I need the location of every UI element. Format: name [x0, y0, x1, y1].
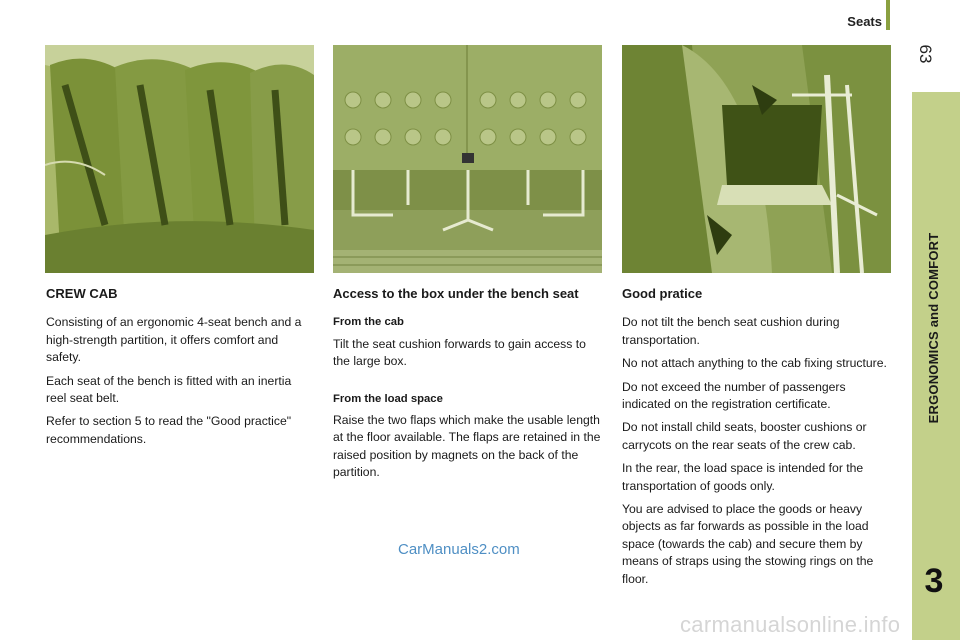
page-number: 63: [916, 44, 935, 64]
under-bench-box-illustration: [333, 45, 602, 273]
good-practice-item: Do not tilt the bench seat cushion during transportation.: [622, 315, 840, 347]
good-practice-item: No not attach anything to the cab fixing structure.: [622, 356, 887, 371]
from-cab-subheading: From the cab: [333, 316, 404, 329]
chapter-number: 3: [924, 562, 944, 600]
good-practice-item: In the rear, the load space is intended for the transportation of goods only.: [622, 461, 864, 493]
good-practice-column: [622, 285, 894, 594]
good-practice-heading: Good pratice: [622, 286, 703, 301]
from-cab-text: Tilt the seat cushion forwards to gain access to the large box.: [333, 336, 586, 369]
good-practice-item: Do not exceed the number of passengers indicated on the registration certificate.: [622, 379, 846, 412]
section-title: Seats: [847, 14, 882, 29]
good-practice-item: You are advised to place the goods or heavy objects as far forwards as possible in the load space (towards the cab) and secure them by means of straps using the stowing rings on the floor.: [622, 502, 874, 586]
chapter-side-tab: [912, 92, 960, 640]
crew-cab-paragraph: Refer to section 5 to read the "Good practice" recommendations.: [46, 414, 292, 446]
chapter-title: ERGONOMICS and COMFORT: [926, 232, 941, 424]
header-accent-bar: [886, 0, 890, 30]
bench-box-access-heading: Access to the box under the bench seat: [333, 286, 579, 301]
from-load-space-text: Raise the two flaps which make the usable length at the floor available. The flaps are retained in the raised position by magnets on the back of the partition.: [333, 413, 601, 480]
crew-cab-heading: CREW CAB: [46, 286, 118, 301]
crew-cab-paragraph: Each seat of the bench is fitted with an inertia reel seat belt.: [46, 373, 292, 406]
from-load-space-subheading: From the load space: [333, 392, 443, 405]
crew-cab-column: [46, 285, 308, 454]
good-practice-item: Do not install child seats, booster cushions or carrycots on the rear seats of the crew cab.: [622, 420, 867, 452]
crew-cab-paragraph: Consisting of an ergonomic 4-seat bench and a high-strength partition, it offers comfort and safety.: [46, 315, 302, 365]
crew-cab-bench-illustration: [45, 45, 314, 273]
footer-watermark: carmanualsonline.info: [680, 612, 901, 637]
carmanuals-watermark: CarManuals2.com: [398, 541, 520, 558]
partition-frame-illustration: [622, 45, 891, 273]
bench-box-access-column: [333, 285, 605, 488]
